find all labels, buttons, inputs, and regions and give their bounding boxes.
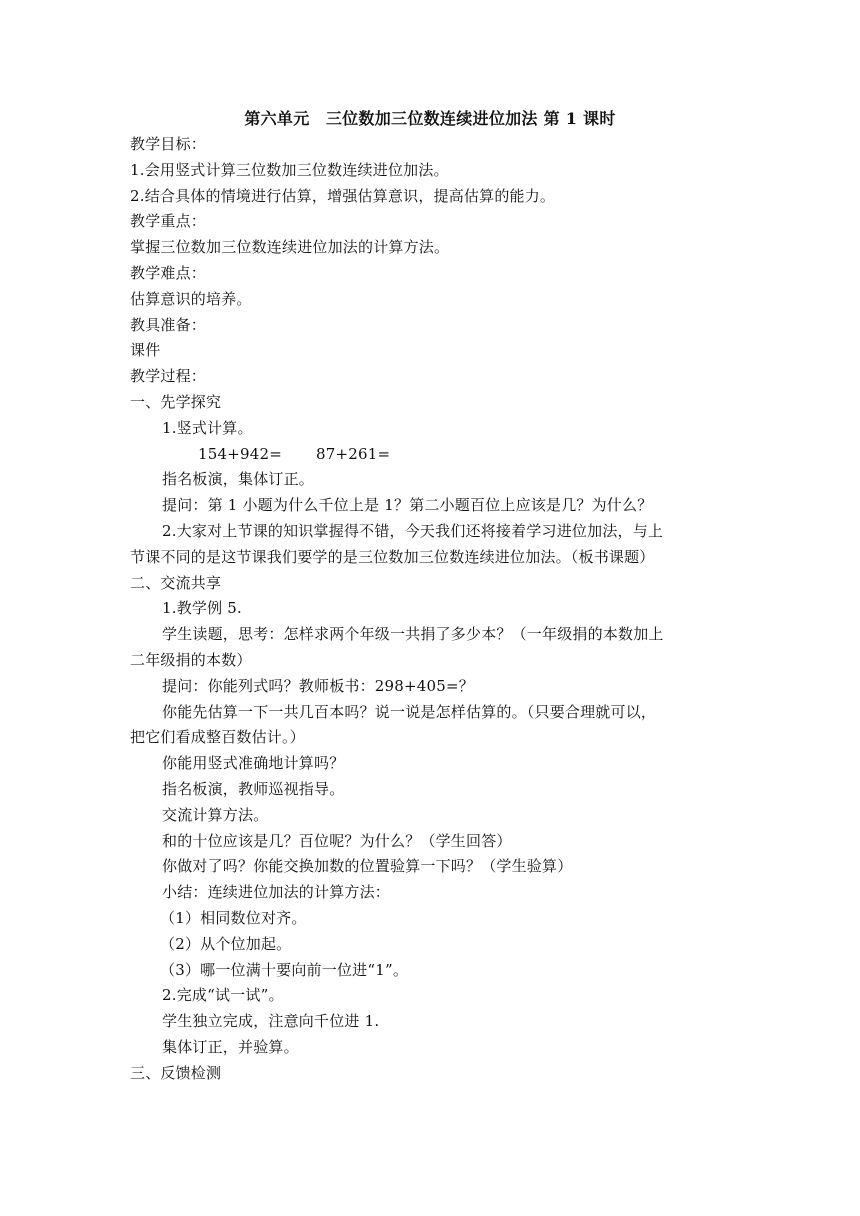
paragraph: 指名板演，集体订正。 — [162, 470, 315, 489]
paragraph: 学生独立完成，注意向千位进 1. — [162, 1012, 380, 1031]
section-heading: 教学重点： — [130, 212, 207, 231]
section-heading: 教学难点： — [130, 263, 207, 282]
paragraph: 节课不同的是这节课我们要学的是三位数加三位数连续进位加法。（板书课题） — [130, 547, 655, 566]
paragraph: 你能先估算一下一共几百本吗？说一说是怎样估算的。（只要合理就可以， — [162, 702, 657, 721]
paragraph: 指名板演，教师巡视指导。 — [162, 779, 345, 798]
paragraph: 估算意识的培养。 — [130, 289, 252, 308]
paragraph: 2.结合具体的情境进行估算，增强估算意识，提高估算的能力。 — [130, 186, 556, 205]
paragraph: 课件 — [130, 341, 161, 360]
paragraph: 提问：你能列式吗？教师板书：298+405=？ — [162, 676, 474, 695]
paragraph: 学生读题，思考：怎样求两个年级一共捐了多少本？（一年级捐的本数加上 — [162, 625, 664, 644]
part-heading: 二、交流共享 — [130, 573, 222, 592]
list-item: （3）哪一位满十要向前一位进“1”。 — [160, 960, 409, 979]
paragraph: 你做对了吗？你能交换加数的位置验算一下吗？（学生验算） — [162, 857, 573, 876]
equation-row — [130, 442, 730, 468]
document-body — [130, 132, 730, 1086]
paragraph: 你能用竖式准确地计算吗？ — [162, 754, 345, 773]
section-heading: 教具准备： — [130, 315, 207, 334]
section-heading: 教学目标： — [130, 135, 207, 153]
paragraph: 集体订正，并验算。 — [162, 1037, 299, 1056]
paragraph: 二年级捐的本数） — [130, 650, 252, 669]
paragraph: 2.完成“试一试”。 — [162, 986, 284, 1005]
paragraph: 1.教学例 5. — [162, 599, 242, 618]
paragraph: 和的十位应该是几？百位呢？为什么？（学生回答） — [162, 831, 512, 850]
paragraph: 把它们看成整百数估计。） — [130, 728, 305, 747]
paragraph: 1.会用竖式计算三位数加三位数连续进位加法。 — [130, 160, 449, 179]
paragraph: 交流计算方法。 — [162, 805, 269, 824]
equation: 87+261= — [316, 444, 391, 463]
paragraph: 1.竖式计算。 — [162, 418, 253, 437]
equation: 154+942= — [198, 444, 282, 463]
paragraph: 小结：连续进位加法的计算方法： — [162, 883, 391, 902]
part-heading: 三、反馈检测 — [130, 1063, 222, 1082]
paragraph: 2.大家对上节课的知识掌握得不错，今天我们还将接着学习进位加法，与上 — [162, 521, 664, 540]
section-heading: 教学过程： — [130, 367, 207, 386]
part-heading: 一、先学探究 — [130, 392, 222, 411]
list-item: （1）相同数位对齐。 — [160, 908, 307, 927]
paragraph: 提问：第 1 小题为什么千位上是 1？第二小题百位上应该是几？为什么？ — [162, 496, 653, 515]
list-item: （2）从个位加起。 — [160, 934, 292, 953]
paragraph: 掌握三位数加三位数连续进位加法的计算方法。 — [130, 238, 450, 257]
document-title: 第六单元 三位数加三位数连续进位加法 第 1 课时 — [244, 109, 616, 128]
